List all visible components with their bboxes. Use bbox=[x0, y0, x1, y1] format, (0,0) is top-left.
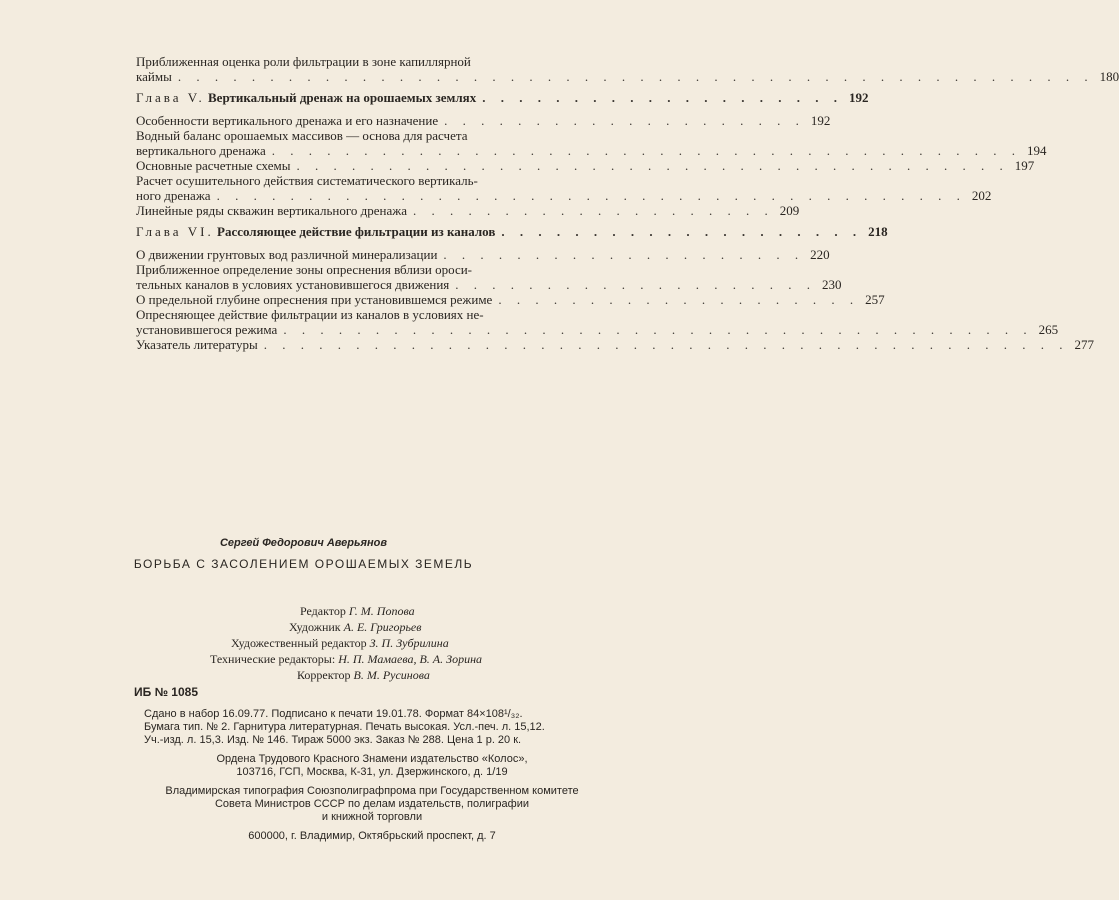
credit-line bbox=[300, 603, 415, 619]
chapter-label: Глава VI. bbox=[136, 224, 214, 239]
toc-page-number: 265 bbox=[1038, 322, 1059, 337]
credit-line bbox=[297, 667, 430, 683]
toc-page-number: 180 bbox=[1099, 69, 1119, 84]
chapter-title: Рассоляющее действие фильтрации из каналов bbox=[217, 224, 496, 239]
credit-name: З. П. Зубрилина bbox=[369, 636, 449, 650]
toc-entry bbox=[136, 307, 1059, 337]
toc-entry-text: Указатель литературы bbox=[136, 337, 258, 352]
credit-role: Редактор bbox=[300, 604, 346, 618]
credit-line bbox=[231, 635, 449, 651]
leader-dots: . . . . . . . . . . . . . . . . . . . . bbox=[455, 277, 817, 292]
toc-entry bbox=[136, 113, 831, 128]
toc-entry-line: Приближенная оценка роли фильтрации в зоне капиллярной bbox=[136, 54, 471, 69]
credit-name: Н. П. Мамаева, В. А. Зорина bbox=[338, 652, 483, 666]
credit-name: А. Е. Григорьев bbox=[343, 620, 422, 634]
toc-page-number: 218 bbox=[868, 224, 888, 239]
credit-role: Художник bbox=[289, 620, 341, 634]
toc-entry-text: установившегося режима bbox=[136, 322, 278, 337]
credit-name: В. М. Русинова bbox=[353, 668, 430, 682]
print-data-line: Сдано в набор 16.09.77. Подписано к печати 19.01.78. Формат 84×108¹/₃₂. bbox=[144, 708, 523, 720]
credit-role: Художественный редактор bbox=[231, 636, 367, 650]
table-of-contents bbox=[136, 54, 1119, 352]
credit-line bbox=[289, 619, 421, 635]
leader-dots: . . . . . . . . . . . . . . . . . . . . . . . . . . . . . . . . . . . . . . . bbox=[296, 158, 1009, 173]
credit-role: Технические редакторы: bbox=[210, 652, 336, 666]
chapter-title: Вертикальный дренаж на орошаемых землях bbox=[208, 90, 477, 105]
toc-entry-text: ного дренажа bbox=[136, 188, 211, 203]
printer-line: Владимирская типография Союзполиграфпрома при Государственном комитете bbox=[165, 785, 579, 797]
leader-dots: . . . . . . . . . . . . . . . . . . . . bbox=[482, 90, 843, 105]
leader-dots: . . . . . . . . . . . . . . . . . . . . bbox=[413, 203, 774, 218]
toc-entry-text: О движении грунтовых вод различной минерализации bbox=[136, 247, 438, 262]
toc-page-number: 257 bbox=[865, 292, 885, 307]
toc-page-number: 197 bbox=[1014, 158, 1035, 173]
toc-page-number: 220 bbox=[810, 247, 830, 262]
printer-line: Совета Министров СССР по делам издательств, полиграфии bbox=[214, 798, 530, 810]
print-data-line: Уч.-изд. л. 15,3. Изд. № 146. Тираж 5000 экз. Заказ № 288. Цена 1 р. 20 к. bbox=[144, 734, 522, 746]
leader-dots: . . . . . . . . . . . . . . . . . . . . bbox=[501, 224, 863, 239]
toc-entry-line: Опресняющее действие фильтрации из каналов в условиях не- bbox=[136, 307, 484, 322]
toc-page-number: 209 bbox=[779, 203, 800, 218]
toc-entry bbox=[136, 158, 1035, 173]
toc-entry-text: тельных каналов в условиях установившегося движения bbox=[136, 277, 450, 292]
toc-page-number: 277 bbox=[1074, 337, 1094, 352]
leader-dots: . . . . . . . . . . . . . . . . . . . . bbox=[498, 292, 860, 307]
toc-page-number: 192 bbox=[810, 113, 831, 128]
toc-page-number: 192 bbox=[848, 90, 869, 105]
leader-dots: . . . . . . . . . . . . . . . . . . . . . . . . . . . . . . . . . . . . . . . . . . . . . . . . . . bbox=[177, 69, 1094, 84]
toc-page-number: 194 bbox=[1027, 143, 1047, 158]
toc-entry bbox=[136, 54, 1119, 84]
toc-chapter-heading bbox=[136, 224, 888, 239]
credit-name: Г. М. Попова bbox=[348, 604, 415, 618]
toc-entry-text: вертикального дренажа bbox=[136, 143, 266, 158]
toc-entry bbox=[136, 247, 830, 262]
author-name: Сергей Федорович Аверьянов bbox=[219, 537, 388, 549]
leader-dots: . . . . . . . . . . . . . . . . . . . . . . . . . . . . . . . . . . . . . . . . . . . . bbox=[263, 337, 1069, 352]
leader-dots: . . . . . . . . . . . . . . . . . . . . . . . . . . . . . . . . . . . . . . . . . bbox=[271, 143, 1022, 158]
leader-dots: . . . . . . . . . . . . . . . . . . . . bbox=[443, 247, 805, 262]
toc-entry-text: Особенности вертикального дренажа и его назначение bbox=[136, 113, 439, 128]
credit-line bbox=[210, 651, 482, 667]
print-data-line: Бумага тип. № 2. Гарнитура литературная. Печать высокая. Усл.-печ. л. 15,12. bbox=[144, 721, 545, 733]
toc-chapter-heading bbox=[136, 90, 869, 105]
toc-entry-text: каймы bbox=[136, 69, 172, 84]
toc-entry-text: Линейные ряды скважин вертикального дренажа bbox=[136, 203, 408, 218]
chapter-label: Глава V. bbox=[136, 90, 205, 105]
toc-entry bbox=[136, 262, 842, 292]
toc-entry-text: Основные расчетные схемы bbox=[136, 158, 291, 173]
leader-dots: . . . . . . . . . . . . . . . . . . . . . . . . . . . . . . . . . . . . . . . . . bbox=[283, 322, 1033, 337]
toc-page-number: 230 bbox=[822, 277, 842, 292]
toc-entry bbox=[136, 173, 992, 203]
ib-number: ИБ № 1085 bbox=[134, 685, 198, 699]
leader-dots: . . . . . . . . . . . . . . . . . . . . . . . . . . . . . . . . . . . . . . . . . bbox=[216, 188, 966, 203]
toc-entry-line: Расчет осушительного действия систематического вертикаль- bbox=[136, 173, 478, 188]
publisher-line: 103716, ГСП, Москва, К-31, ул. Дзержинского, д. 1/19 bbox=[236, 766, 508, 778]
credit-role: Корректор bbox=[297, 668, 351, 682]
toc-entry-text: О предельной глубине опреснения при установившемся режиме bbox=[136, 292, 493, 307]
publisher-line: Ордена Трудового Красного Знамени издательство «Колос», bbox=[216, 753, 528, 765]
toc-entry bbox=[136, 292, 885, 307]
book-title: БОРЬБА С ЗАСОЛЕНИЕМ ОРОШАЕМЫХ ЗЕМЕЛЬ bbox=[133, 557, 474, 571]
toc-entry bbox=[136, 337, 1094, 352]
printer-line: и книжной торговли bbox=[321, 811, 423, 823]
toc-entry-line: Водный баланс орошаемых массивов — основа для расчета bbox=[136, 128, 468, 143]
toc-page-number: 202 bbox=[971, 188, 992, 203]
toc-entry bbox=[136, 203, 800, 218]
publication-details bbox=[144, 708, 600, 843]
printer-address: 600000, г. Владимир, Октябрьский проспект, д. 7 bbox=[248, 830, 496, 842]
leader-dots: . . . . . . . . . . . . . . . . . . . . bbox=[444, 113, 805, 128]
toc-entry-line: Приближенное определение зоны опреснения вблизи ороси- bbox=[136, 262, 473, 277]
toc-entry bbox=[136, 128, 1047, 158]
